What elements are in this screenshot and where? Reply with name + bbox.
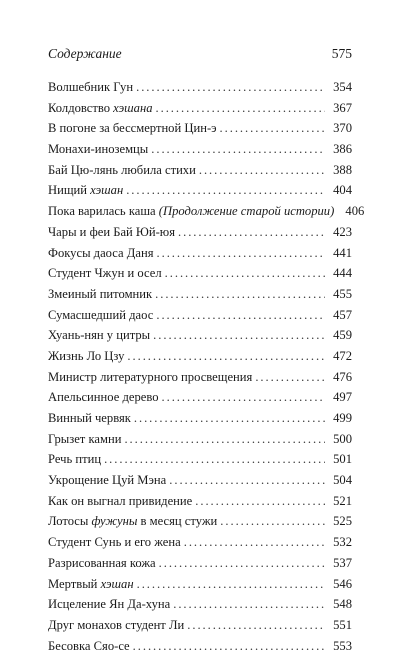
dot-leader: [220, 118, 325, 139]
toc-entry-title: [48, 387, 159, 408]
toc-entry-page: 404: [333, 183, 352, 198]
toc-entry: [48, 180, 352, 201]
toc-entry-page: 501: [333, 452, 352, 467]
toc-entry: [48, 243, 352, 264]
toc-entry-title-text: Винный червяк: [48, 411, 131, 425]
dot-leader: [134, 408, 325, 429]
toc-entry-page: 386: [333, 142, 352, 157]
toc-entry-title-text: Речь птиц: [48, 452, 102, 467]
dot-leader: [195, 491, 325, 512]
toc-entry-title: [48, 222, 175, 243]
toc-entry-page: 500: [333, 431, 352, 446]
dot-leader: [127, 346, 325, 367]
toc-entry: [48, 367, 352, 388]
toc-entry-title: [48, 180, 123, 201]
toc-entry-title-text: Студент Сунь и его жена: [48, 535, 181, 550]
toc-entry: [48, 305, 352, 326]
dot-leader: [136, 77, 325, 98]
dot-leader: [155, 284, 325, 305]
toc-entry-page: 472: [333, 348, 352, 363]
dot-leader: [157, 243, 326, 264]
toc-entry-title: [48, 346, 124, 367]
toc-entry: [48, 615, 352, 636]
toc-entry-title-text: В погоне за бессмертной Цин-э: [48, 121, 217, 136]
toc-entry: [48, 387, 352, 408]
toc-entry-page: 537: [333, 555, 352, 570]
toc-entry-title-text: Волшебник Гун: [48, 80, 134, 94]
toc-entry-page: 525: [333, 514, 352, 529]
dot-leader: [104, 449, 325, 470]
toc-entry-page: 548: [333, 597, 352, 612]
dot-leader: [156, 305, 325, 326]
toc-entry: [48, 449, 352, 470]
running-head: [48, 44, 352, 64]
dot-leader: [169, 470, 325, 491]
toc-entry-page: 370: [333, 121, 352, 136]
toc-entry-title-text: Сумасшедший даос: [48, 307, 154, 322]
toc-entry-title: [48, 201, 334, 222]
toc-entry: [48, 346, 352, 367]
toc-entry-page: 532: [333, 535, 352, 550]
dot-leader: [165, 263, 325, 284]
toc-entry: [48, 429, 352, 450]
toc-entry-title-italic: хэшан: [90, 183, 124, 198]
dot-leader: [133, 636, 325, 656]
toc-entry: [48, 139, 352, 160]
dot-leader: [173, 594, 325, 615]
toc-entry: [48, 160, 352, 181]
toc-entry: [48, 574, 352, 595]
dot-leader: [184, 532, 325, 553]
page-number: 575: [331, 46, 352, 61]
toc-entry-title: [48, 408, 131, 429]
toc-entry-title-text: Монахи-иноземцы: [48, 142, 149, 157]
toc-entry-title-text: Нищий: [48, 183, 91, 198]
toc-entry-title-text: Хуань-нян у цитры: [48, 328, 151, 343]
toc-entry-title: [48, 77, 133, 98]
toc-entry-title-text: Апельсинное дерево: [48, 390, 159, 405]
toc-entry: [48, 98, 352, 119]
dot-leader: [162, 387, 326, 408]
section-title: Содержание: [48, 46, 122, 61]
toc-entry: [48, 77, 352, 98]
toc-entry-title-text: Как он выгнал привидение: [48, 493, 193, 508]
toc-entry-title-text: Бесовка Сяо-се: [48, 638, 130, 653]
dot-leader: [156, 98, 326, 119]
toc-entry-title-text: Исцеление Ян Да-хуна: [48, 597, 171, 612]
toc-entry-title: [48, 553, 156, 574]
toc-entry-page: 504: [333, 473, 352, 488]
toc-entry-title-text: Фокусы даоса Даня: [48, 245, 154, 260]
toc-entry-title-italic: фужуны: [91, 514, 138, 529]
toc-entry-page: 553: [333, 638, 352, 653]
toc-entry-title-text: Пока варилась каша: [48, 204, 159, 219]
toc-entry-title: [48, 470, 166, 491]
toc-entry-title: [48, 325, 150, 346]
toc-entry-title-text: Мертвый: [48, 576, 101, 591]
toc-entry-page: 457: [333, 307, 352, 322]
toc-entry-title-italic: (Продолжение старой истории): [158, 204, 335, 219]
toc-entry-title-italic: хэшан: [100, 576, 134, 591]
toc-entry-title-text: в месяц стужи: [137, 514, 218, 529]
toc-entry-page: 367: [333, 100, 352, 115]
toc-entry: [48, 263, 352, 284]
toc-entry: [48, 201, 365, 222]
toc-entry-page: 354: [333, 80, 352, 94]
toc-entry-page: 388: [333, 162, 352, 177]
toc-entry: [48, 491, 352, 512]
toc-entry-page: 476: [333, 369, 352, 384]
toc-entry-page: 499: [333, 411, 352, 425]
toc-entry-title-text: Разрисованная кожа: [48, 555, 156, 570]
toc-entry-title-text: Лотосы: [48, 514, 92, 529]
toc-entry: [48, 511, 352, 532]
toc-entry-title: [48, 574, 134, 595]
toc-entry: [48, 408, 352, 429]
toc-entry-title: [48, 532, 181, 553]
toc-entry: [48, 284, 352, 305]
toc-entry-title: [48, 449, 101, 470]
dot-leader: [220, 511, 325, 532]
toc-entry-title: [48, 139, 148, 160]
toc-entry-title: [48, 491, 192, 512]
toc-entry-title-text: Министр литературного просвещения: [48, 369, 253, 384]
toc-entry-page: 423: [333, 224, 352, 239]
toc-entry: [48, 325, 352, 346]
toc-entry-title-text: Бай Цю-лянь любила стихи: [48, 162, 196, 177]
toc-entry-title-text: Змеиный питомник: [48, 286, 153, 301]
toc-entry-page: 459: [333, 328, 352, 343]
toc-entry: [48, 118, 352, 139]
dot-leader: [151, 139, 325, 160]
toc-entry-title-text: Друг монахов студент Ли: [48, 617, 185, 632]
dot-leader: [255, 367, 325, 388]
toc-entry-title: [48, 429, 121, 450]
toc-entry-title: [48, 615, 184, 636]
toc-entry: [48, 532, 352, 553]
toc-entry-title: [48, 98, 153, 119]
dot-leader: [178, 222, 325, 243]
toc-entry-page: 551: [333, 617, 352, 632]
toc-entry-title-text: Грызет камни: [48, 431, 122, 446]
toc-entry-title: [48, 636, 130, 656]
toc-entry-title: [48, 263, 162, 284]
toc-entry-page: 441: [333, 245, 352, 260]
dot-leader: [137, 574, 325, 595]
toc-entry-title-text: Жизнь Ло Цзу: [48, 348, 125, 363]
toc-entry: [48, 636, 352, 656]
toc-entry-page: 455: [333, 286, 352, 301]
toc-entry-title: [48, 594, 170, 615]
dot-leader: [124, 429, 325, 450]
toc-entry-title: [48, 511, 217, 532]
dot-leader: [126, 180, 325, 201]
toc-entry-page: 497: [333, 390, 352, 405]
toc-entry-title: [48, 118, 217, 139]
toc-entry-page: 546: [333, 576, 352, 591]
dot-leader: [199, 160, 325, 181]
toc-entry-page: 406: [345, 204, 365, 219]
toc-entry-title-text: Студент Чжун и осел: [48, 266, 162, 281]
toc-entry-title: [48, 284, 152, 305]
toc-entry-title-text: Чары и феи Бай Юй-юя: [48, 224, 175, 239]
toc-entry: [48, 553, 352, 574]
toc-entry: [48, 594, 352, 615]
table-of-contents: [48, 77, 365, 656]
toc-entry: [48, 470, 352, 491]
toc-entry-title: [48, 305, 153, 326]
toc-entry-page: 444: [333, 266, 352, 281]
toc-entry-title: [48, 367, 252, 388]
toc-entry-title: [48, 160, 196, 181]
dot-leader: [159, 553, 325, 574]
dot-leader: [187, 615, 325, 636]
toc-entry-title-text: Укрощение Цуй Мэна: [48, 473, 167, 488]
toc-entry-title-text: Колдовство: [48, 100, 114, 115]
toc-entry-page: 521: [333, 493, 352, 508]
toc-entry-title-italic: хэшана: [113, 100, 153, 115]
toc-entry: [48, 222, 352, 243]
toc-entry-title: [48, 243, 154, 264]
dot-leader: [153, 325, 325, 346]
